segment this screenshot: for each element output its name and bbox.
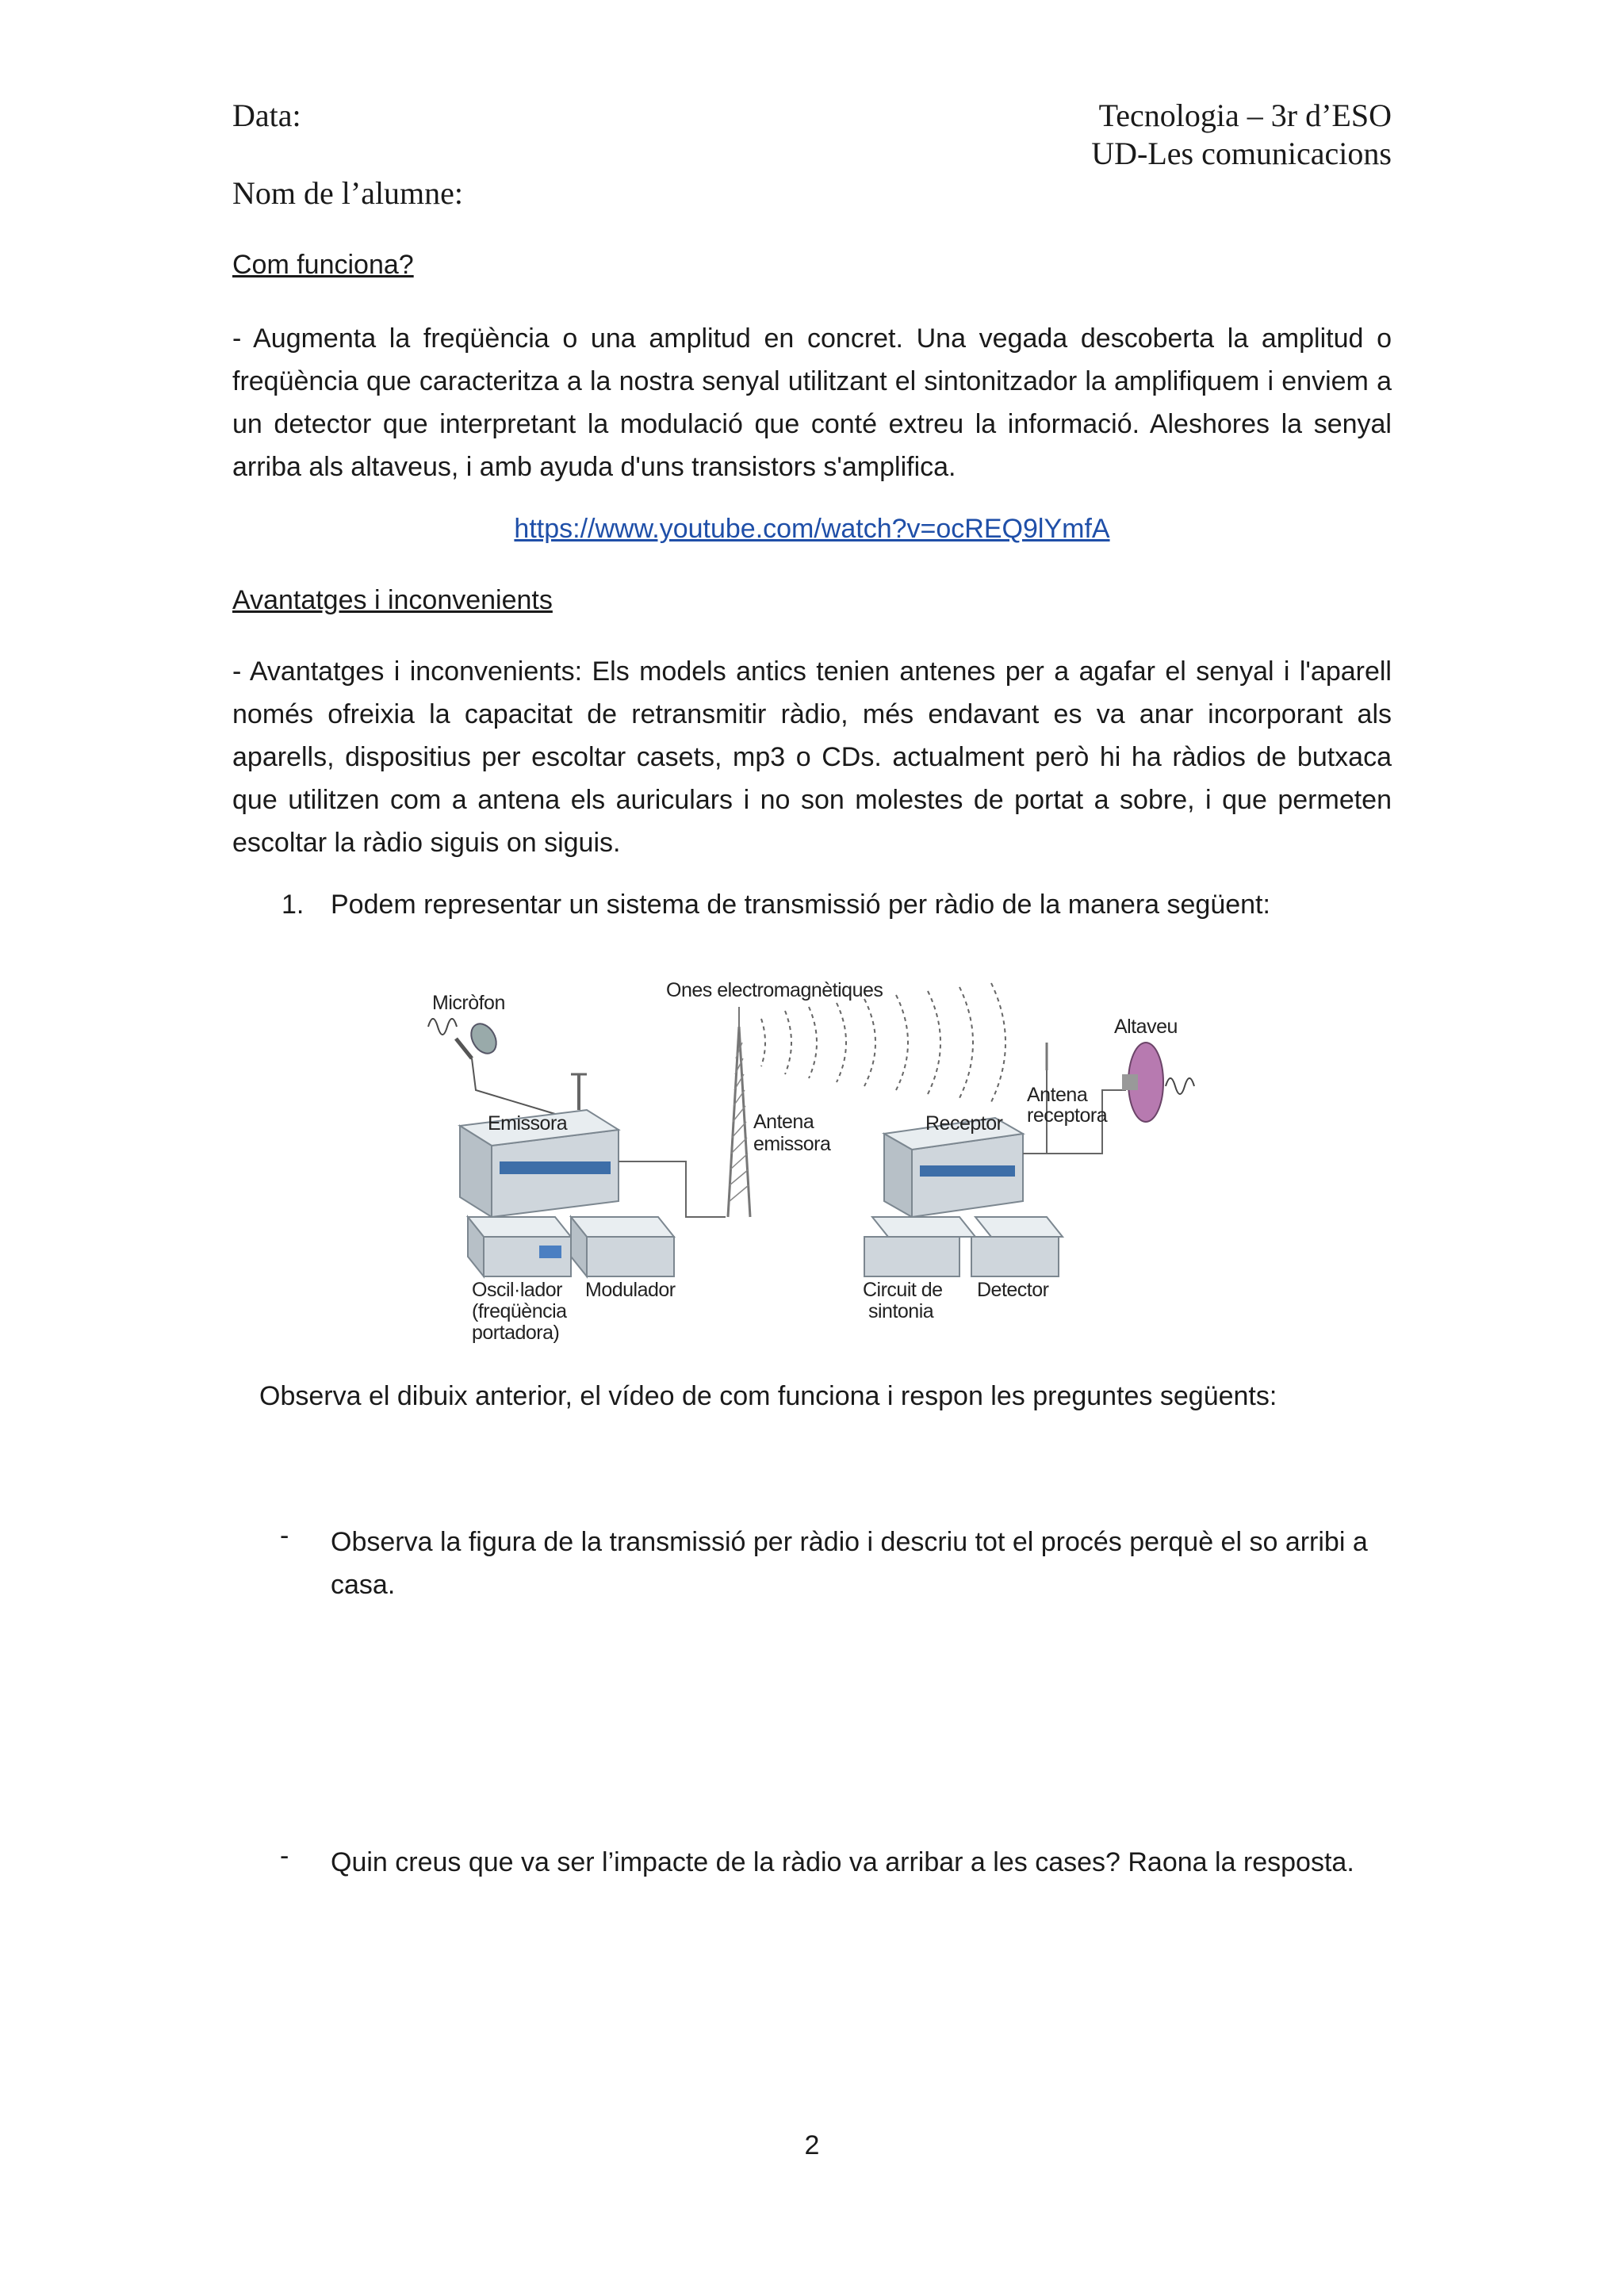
antenna-tower-icon — [728, 1007, 750, 1217]
label-altaveu: Altaveu — [1114, 1016, 1178, 1038]
label-antena-emissora-2: emissora — [753, 1133, 831, 1155]
page-number: 2 — [804, 2130, 820, 2160]
label-circuit-2: sintonia — [868, 1300, 934, 1322]
label-ones: Ones electromagnètiques — [666, 979, 883, 1001]
label-modulador: Modulador — [585, 1279, 676, 1301]
label-microfon: Micròfon — [432, 992, 505, 1014]
detector-device — [971, 1217, 1063, 1276]
label-circuit-1: Circuit de — [863, 1279, 943, 1301]
label-oscillador-1: Oscil·lador — [472, 1279, 562, 1301]
label-antena-receptora-2: receptora — [1027, 1104, 1108, 1127]
section-paragraph-avantatges: - Avantatges i inconvenients: Els models antics tenien antenes per a agafar el senyal i l'aparell només ofreixia la capacitat de retransmitir ràdio, més endavant es va anar incorporant als aparells, dispositius per escoltar casets, mp3 o CDs. actualment però hi ha ràdios de butxaca que utilitzen com a antena els auriculars i no son molestes de portat a sobre, i que permeten escoltar la ràdio siguis on siguis. — [232, 656, 1392, 858]
label-oscillador-2: (freqüència — [472, 1300, 567, 1322]
label-antena-emissora-1: Antena — [753, 1111, 814, 1133]
circuit-sintonia-device — [864, 1217, 975, 1276]
oscillador-device — [468, 1217, 571, 1276]
student-name-label: Nom de l’alumne: — [232, 175, 464, 211]
list-item-text: Podem representar un sistema de transmissió per ràdio de la manera següent: — [331, 890, 1270, 920]
list-number: 1. — [282, 890, 304, 920]
section-heading-com-funciona: Com funciona? — [232, 250, 414, 280]
radio-transmission-diagram — [412, 963, 1221, 1344]
unit-title: UD-Les comunicacions — [1091, 136, 1392, 171]
question-bullet: - — [280, 1521, 289, 1551]
label-detector: Detector — [977, 1279, 1049, 1301]
label-antena-receptora-1: Antena — [1027, 1084, 1088, 1106]
subject-title: Tecnologia – 3r d’ESO — [1098, 98, 1392, 133]
youtube-link[interactable]: https://www.youtube.com/watch?v=ocREQ9lYmfA — [514, 514, 1110, 544]
date-label: Data: — [232, 98, 301, 133]
label-emissora: Emissora — [488, 1112, 568, 1135]
label-receptor: Receptor — [925, 1112, 1003, 1135]
section-heading-avantatges: Avantatges i inconvenients — [232, 585, 553, 615]
modulador-device — [571, 1217, 674, 1276]
question-1-text: Observa la figura de la transmissió per ràdio i descriu tot el procés perquè el so arribi a casa. — [331, 1527, 1368, 1600]
section-paragraph-com-funciona: - Augmenta la freqüència o una amplitud en concret. Una vegada descoberta la amplitud o freqüència que caracteritza a la nostra senyal utilitzant el sintonitzador la amplifiquem i enviem a un detector que interpretant la modulació que conté extreu la informació. Aleshores la senyal arriba als altaveus, i amb ayuda d'uns transistors s'amplifica. — [232, 323, 1392, 482]
question-2-text: Quin creus que va ser l’impacte de la ràdio va arribar a les cases? Raona la resposta. — [331, 1847, 1354, 1877]
question-bullet: - — [280, 1841, 289, 1871]
microphone-icon — [428, 1019, 555, 1114]
instruction-text: Observa el dibuix anterior, el vídeo de com funciona i respon les preguntes següents: — [259, 1381, 1277, 1411]
speaker-icon — [1122, 1043, 1194, 1122]
emissora-device — [460, 1074, 619, 1217]
label-oscillador-3: portadora) — [472, 1322, 560, 1344]
